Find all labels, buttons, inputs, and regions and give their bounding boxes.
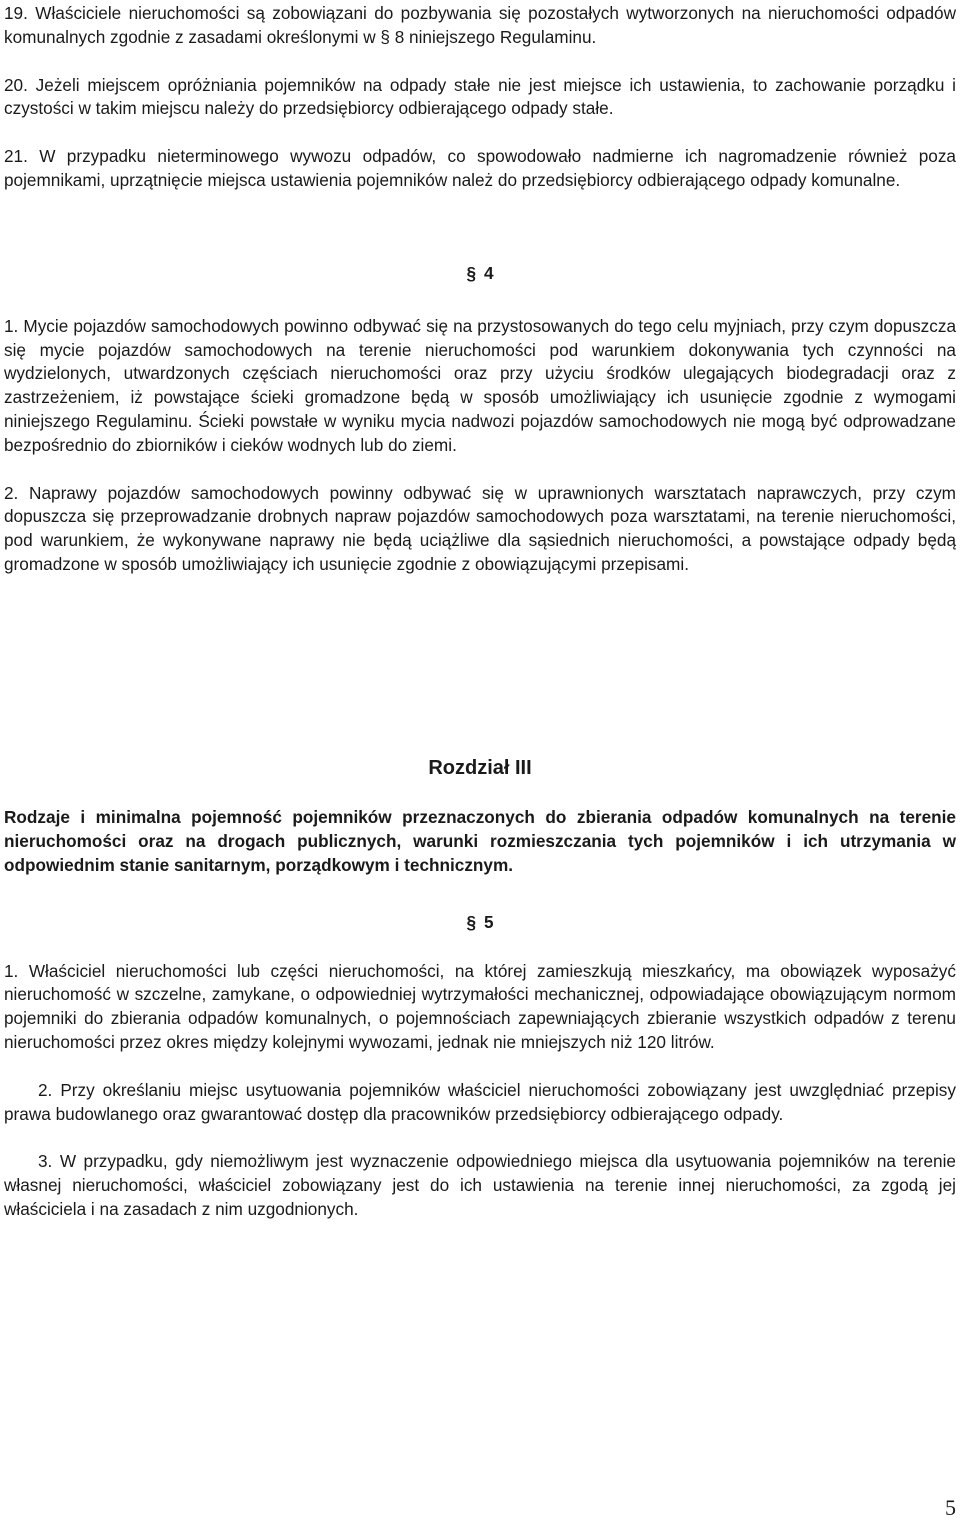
- section-symbol: §: [466, 262, 476, 283]
- section-heading-5: [4, 910, 956, 934]
- section-4-paragraph-2: 2. Naprawy pojazdów samochodowych powinny odbywać się w uprawnionych warsztatach naprawczych, przy czym dopuszcza się przeprowadzanie drobnych napraw pojazdów samochodowych poza warsztatami, na terenie nieruchomości, pod warunkiem, że wykonywane naprawy nie będą uciążliwe dla sąsiednich nieruchomości, a powstające odpady będą gromadzone w sposób umożliwiający ich usunięcie zgodnie z obowiązującymi przepisami.: [4, 482, 956, 574]
- section-number: 4: [484, 262, 494, 283]
- paragraph-21: 21. W przypadku nieterminowego wywozu odpadów, co spowodowało nadmierne ich nagromadzenie również poza pojemnikami, uprzątnięcie miejsca ustawienia pojemników należ do przedsiębiorcy odbierającego odpady komunalne.: [4, 146, 956, 190]
- paragraph-20: 20. Jeżeli miejscem opróżniania pojemników na odpady stałe nie jest miejsce ich ustawienia, to zachowanie porządku i czystości w takim miejscu należy do przedsiębiorcy odbierającego odpady stałe.: [4, 74, 956, 119]
- section-number: 5: [484, 911, 494, 932]
- paragraph-19: 19. Właściciele nieruchomości są zobowiązani do pozbywania się pozostałych wytworzonych na nieruchomości odpadów komunalnych zgodnie z zasadami określonymi w § 8 niniejszego Regulaminu.: [4, 3, 956, 47]
- section-4-paragraph-1: 1. Mycie pojazdów samochodowych powinno odbywać się na przystosowanych do tego celu myjniach, przy czym dopuszcza się mycie pojazdów samochodowych na terenie nieruchomości pod warunkiem dokonywania tych czynności na wydzielonych, utwardzonych częściach nieruchomości oraz przy użyciu środków ulegających biodegradacji oraz z zastrzeżeniem, iż powstające ścieki gromadzone będą w sposób umożliwiający ich usunięcie zgodnie z wymogami niniejszego Regulaminu. Ścieki powstałe w wyniku mycia nadwozi pojazdów samochodowych nie mogą być odprowadzane bezpośrednio do zbiorników i cieków wodnych lub do ziemi.: [4, 315, 956, 455]
- page-number: 5: [945, 1495, 956, 1520]
- chapter-title: Rodzaje i minimalna pojemność pojemników przeznaczonych do zbierania odpadów komunalnych na terenie nieruchomości oraz na drogach publicznych, warunki rozmieszczania tych pojemników i ich utrzymania w odpowiednim stanie sanitarnym, porządkowym i technicznym.: [4, 806, 956, 876]
- section-5-paragraph-2: 2. Przy określaniu miejsc usytuowania pojemników właściciel nieruchomości zobowiązany jest uwzględniać przepisy prawa budowlanego oraz gwarantować dostęp dla pracowników przedsiębiorcy odbierającego odpady.: [4, 1079, 956, 1124]
- section-symbol: §: [466, 911, 476, 932]
- chapter-heading: Rozdział III: [428, 756, 532, 779]
- section-5-paragraph-3: 3. W przypadku, gdy niemożliwym jest wyznaczenie odpowiedniego miejsca dla usytuowania pojemników na terenie własnej nieruchomości, właściciel zobowiązany jest do ich ustawienia na terenie innej nieruchomości, za zgodą jej właściciela i na zasadach z nim uzgodnionych.: [4, 1151, 956, 1220]
- section-heading-4: [4, 261, 956, 285]
- document-page: [4, 0, 956, 1222]
- section-5-paragraph-1: 1. Właściciel nieruchomości lub części nieruchomości, na której zamieszkują mieszkańcy, ma obowiązek wyposażyć nieruchomość w szczelne, zamykane, o odpowiedniej wytrzymałości mechanicznej, odpowiadające obowiązującym normom pojemniki do zbierania odpadów komunalnych, o pojemnościach zapewniających zbieranie wszystkich odpadów z terenu nieruchomości przez okres między kolejnymi wywozami, jednak nie mniejszych niż 120 litrów.: [4, 960, 956, 1053]
